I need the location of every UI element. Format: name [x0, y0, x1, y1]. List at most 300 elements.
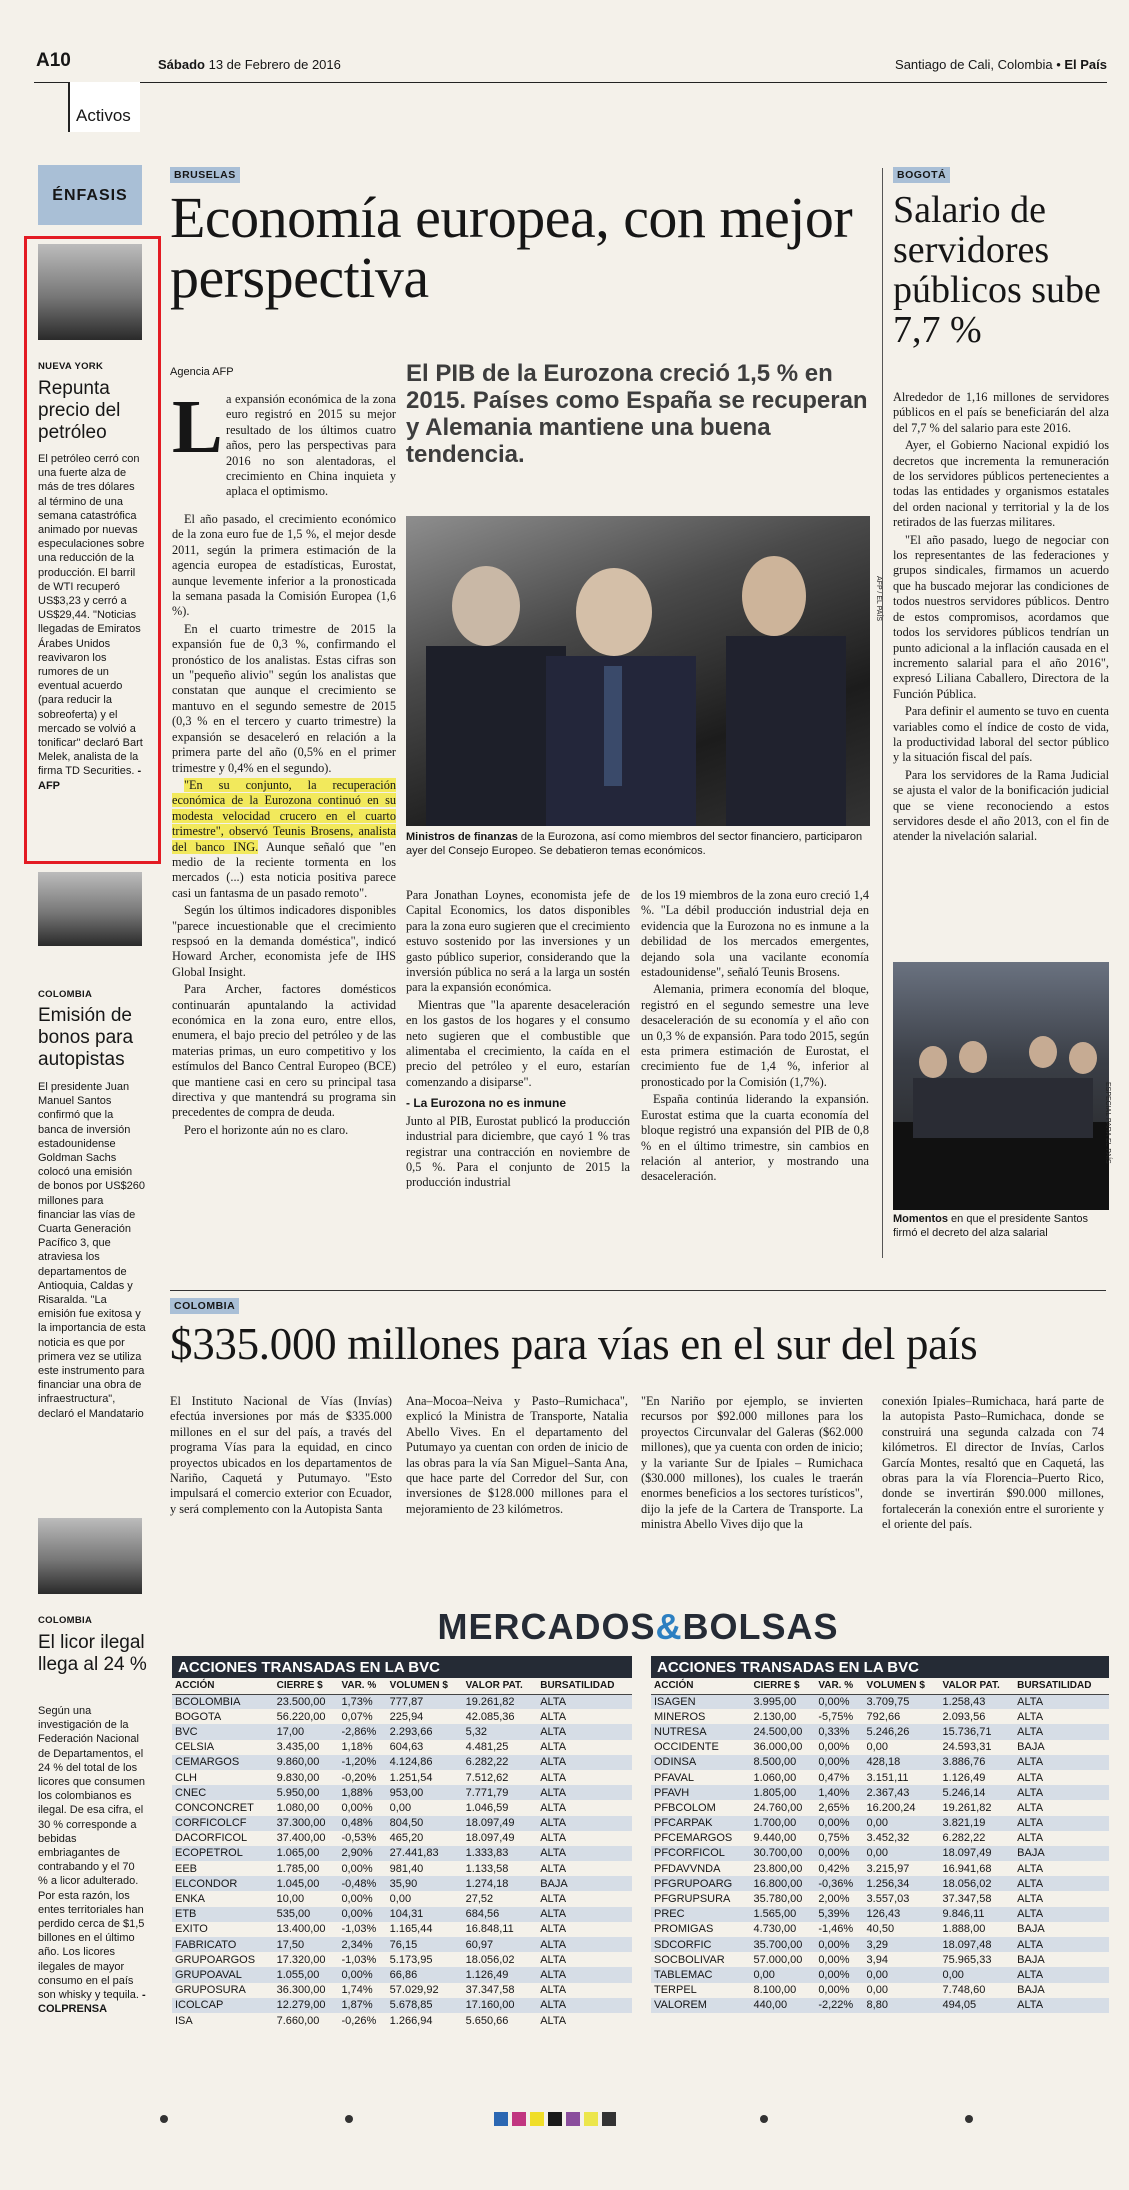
table-row [651, 1937, 1109, 1952]
markets-title-amp: & [655, 1606, 683, 1647]
table-cell: CONCONCRET [175, 1801, 254, 1814]
table-cell: PROMIGAS [654, 1923, 714, 1936]
table-cell: 7.748,60 [942, 1984, 986, 1997]
table-cell: 0,48% [338, 1816, 386, 1831]
table-cell: 0,00% [338, 1907, 386, 1922]
table-cell: ALTA [540, 2014, 567, 2027]
table-cell: 4.481,25 [465, 1741, 509, 1754]
table-cell: PFCARPAK [651, 1816, 750, 1831]
article2-headline: $335.000 millones para vías en el sur del país [170, 1319, 978, 1369]
table-cell: 1.133,58 [465, 1862, 509, 1875]
table-cell: 66,86 [387, 1967, 463, 1982]
table-row [172, 1785, 632, 1800]
table-cell: 8.500,00 [750, 1755, 815, 1770]
enfasis-label: ÉNFASIS [52, 187, 128, 204]
place-text: Santiago de Cali, Colombia [895, 57, 1053, 72]
table-cell: 0,00 [389, 1801, 412, 1814]
table-cell: 9.846,11 [940, 1907, 1015, 1922]
column-header: VOLUMEN $ [864, 1678, 940, 1694]
table-cell: 1.060,00 [753, 1771, 797, 1784]
table-cell: -1,03% [341, 1953, 377, 1966]
table-cell: 1,87% [338, 1998, 386, 2013]
table-cell: 1.046,59 [465, 1801, 509, 1814]
right-body [893, 390, 1109, 847]
swatch-cyan [494, 2112, 508, 2126]
date-rest: 13 de Febrero de 2016 [208, 57, 341, 72]
table-row [172, 1770, 632, 1785]
table-row [172, 1907, 632, 1922]
table-cell: 3.821,19 [940, 1816, 1015, 1831]
table-cell: 0,00% [818, 1741, 850, 1754]
table-row [172, 1952, 632, 1967]
table-cell: 792,66 [866, 1710, 901, 1723]
table-cell: 1.165,44 [389, 1923, 433, 1936]
table-cell: 3,29 [864, 1937, 940, 1952]
table-cell: 1.126,49 [942, 1771, 986, 1784]
enfasis-box [38, 165, 142, 225]
column-header: BURSATILIDAD [537, 1678, 632, 1694]
table-cell: 12.279,00 [274, 1998, 339, 2013]
table-cell: 7.660,00 [276, 2014, 320, 2027]
article2-col3: "En Nariño por ejemplo, se invierten recursos por $92.000 millones para los proyectos Circunvalar del Galeras ($62.000 millones), que ya cuenta con orden de inicio; y la variante Sur de Ipiales – Rumichaca ($30.000 millones), los cuales le traerán enormes beneficios a los sectores turísticos", dijo la jefe de la Cartera de Transporte. La ministra Abello Vives dijo que la [641, 1394, 863, 1532]
table-cell: 0,00 [864, 1846, 940, 1861]
table-cell: ALTA [540, 1771, 567, 1784]
table-cell: 0,00% [341, 1893, 373, 1906]
table-header-row [651, 1678, 1109, 1694]
body-paragraph: Ayer, el Gobierno Nacional expidió los decretos que incrementa la remuneración de los servidores públicos pertenecientes a todas las entidades y organismos estatales del orden nacional y territorial y la de los retirados de las fuerzas militares. [893, 438, 1109, 530]
column-header: VAR. % [815, 1678, 863, 1694]
intro-paragraph: a expansión económica de la zona euro registró en 2015 su mejor resultado de los últimos cuatro años, pero las perspectivas para 2016 no son alentadoras, el crecimiento en China inquieta y aplaca el optimismo. [226, 392, 396, 499]
table-cell: 16.800,00 [750, 1876, 815, 1891]
table-cell: ALTA [540, 1953, 567, 1966]
table-cell: 27,52 [465, 1893, 494, 1906]
table-cell: 19.261,82 [463, 1694, 538, 1709]
table-cell: 225,94 [389, 1710, 424, 1723]
table-cell: ALTA [1014, 1876, 1109, 1891]
table-row [651, 1922, 1109, 1937]
brief-credit: -AFP [38, 765, 142, 792]
table-cell: 0,00 [750, 1967, 815, 1982]
table-cell: 2,34% [338, 1937, 386, 1952]
table-cell: PFGRUPSURA [654, 1893, 731, 1906]
table-cell: PFAVH [651, 1785, 750, 1800]
table-row [651, 1785, 1109, 1800]
table-row [651, 1846, 1109, 1861]
table-cell: CORFICOLCF [172, 1816, 274, 1831]
table-row [172, 1922, 632, 1937]
table-cell: ODINSA [651, 1755, 750, 1770]
photo-figures [406, 516, 870, 826]
table-cell: 10,00 [276, 1893, 305, 1906]
table-cell: BAJA [1014, 1846, 1109, 1861]
caption-bold: Ministros de finanzas [406, 831, 518, 843]
table-cell: 1.266,94 [389, 2014, 433, 2027]
table-row [651, 1816, 1109, 1831]
table-cell: BCOLOMBIA [172, 1694, 274, 1709]
table-cell: 23.500,00 [274, 1694, 339, 1709]
table-row [651, 1740, 1109, 1755]
table-cell: SOCBOLIVAR [654, 1953, 725, 1966]
table-cell: 684,56 [463, 1907, 538, 1922]
table-cell: 9.440,00 [753, 1832, 797, 1845]
table-cell: 3.886,76 [940, 1755, 1015, 1770]
table-row [172, 1816, 632, 1831]
table-row [172, 1998, 632, 2013]
table-cell: 804,50 [387, 1816, 463, 1831]
table-cell: 0,00% [815, 1694, 863, 1709]
table-cell: BOGOTA [175, 1710, 222, 1723]
table-cell: BVC [172, 1724, 274, 1739]
salary-decree-photo [893, 962, 1109, 1210]
table-cell: ALTA [1017, 1862, 1044, 1875]
article2-kicker: COLOMBIA [170, 1298, 239, 1314]
table-cell: 0,00% [815, 1846, 863, 1861]
table-cell: 1,18% [341, 1741, 373, 1754]
table-cell: 0,00% [815, 1967, 863, 1982]
column-header: ACCIÓN [172, 1678, 274, 1694]
table-row [651, 1755, 1109, 1770]
table-cell: 0,00 [864, 1967, 940, 1982]
table-cell: 1,73% [338, 1694, 386, 1709]
table-cell: 494,05 [940, 1998, 1015, 2013]
table-cell: 3.215,97 [866, 1862, 910, 1875]
stock-table-left-wrap [172, 1656, 632, 2028]
table-cell: ICOLCAP [172, 1998, 274, 2013]
table-cell: 7.512,62 [465, 1771, 509, 1784]
table-cell: -0,36% [815, 1876, 863, 1891]
table-cell: 5.246,26 [864, 1724, 940, 1739]
table-row [651, 1709, 1109, 1724]
table-cell: 56.220,00 [276, 1710, 326, 1723]
table-cell: 0,42% [818, 1862, 850, 1875]
table-cell: BAJA [1017, 1953, 1045, 1966]
table-cell: 1.256,34 [864, 1876, 940, 1891]
table-cell: 18.056,02 [465, 1953, 515, 1966]
column-header: VALOR PAT. [463, 1678, 538, 1694]
table-cell: -0,26% [341, 2014, 377, 2027]
table-row [651, 1770, 1109, 1785]
date-day: Sábado [158, 57, 205, 72]
main-col1-intro [226, 392, 396, 502]
table-row [651, 1952, 1109, 1967]
main-kicker: BRUSELAS [170, 167, 240, 183]
body-paragraph: En el cuarto trimestre de 2015 la expansión fue de 0,3 %, confirmando el pronóstico de los analistas. Estas cifras son un "pequeño alivio" según los analistas que constatan que aunque el crecimiento se mantuvo en el segundo semestre de 2015 (0,3 % en el tercero y cuarto trimestre) la expansión se desaceleró en relación a la primera parte del año (0,5% en el primer trimestre y 0,4% en el segundo). [172, 621, 396, 775]
table-cell: 17.320,00 [276, 1953, 326, 1966]
table-cell: MINEROS [654, 1710, 706, 1723]
table-cell: 35.700,00 [750, 1937, 815, 1952]
body-paragraph: El año pasado, el crecimiento económico de la zona euro fue de 1,5 %, el mejor desde 2011, según la primera estimación de la agencia europea de estadísticas, Eurostat, aunque levemente inferior a la pronosticada la semana pasada la Comisión Europea (1,6 %). [172, 512, 396, 619]
table-header-row [172, 1678, 632, 1694]
column-header: CIERRE $ [274, 1678, 339, 1694]
table-row [651, 1694, 1109, 1709]
registration-mark [345, 2115, 353, 2123]
registration-mark [160, 2115, 168, 2123]
header-date [158, 57, 341, 72]
table-cell: 35,90 [387, 1876, 463, 1891]
liquor-bottles-photo [38, 1518, 142, 1594]
table-cell: 7.771,79 [463, 1785, 538, 1800]
stock-table [172, 1678, 632, 2028]
section-tag [68, 82, 140, 132]
table-cell: 6.282,22 [942, 1832, 986, 1845]
table-cell: 3.995,00 [750, 1694, 815, 1709]
table-cell: 3,94 [866, 1953, 888, 1966]
header-place: Santiago de Cali, Colombia • El País [895, 57, 1107, 72]
table-cell: ALTA [1014, 1967, 1109, 1982]
table-cell: 5.950,00 [274, 1785, 339, 1800]
table-cell: 24.500,00 [750, 1724, 815, 1739]
article2-col1: El Instituto Nacional de Vías (Invías) efectúa inversiones por más de $335.000 millones en el sur del país, a través del programa Vías para la equidad, en cinco proyectos ubicados en los departamentos de Nariño, Caquetá y Putumayo. "Esto impulsará el comercio exterior con Ecuador, y será complemento con la Autopista Santa [170, 1394, 392, 1516]
column-header: VOLUMEN $ [387, 1678, 463, 1694]
table-cell: 16.200,24 [866, 1801, 916, 1814]
table-cell: 5.246,14 [940, 1785, 1015, 1800]
swatch-yellow-2 [584, 2112, 598, 2126]
brief-body: El presidente Juan Manuel Santos confirmó que la banca de inversión estadounidense Goldman Sachs colocó una emisión de bonos por US$260 millones para financiar las vías de Cuarta Generación Pacífico 3, que atraviesa los departamentos de Antioquia, Caldas y Risaralda. "La emisión fue exitosa y la importancia de esta noticia es que por primera vez se utiliza este instrumento para financiar una obra de infraestructura", declaró el Mandatario [38, 1081, 146, 1420]
right-kicker: BOGOTÁ [893, 167, 950, 183]
table-cell: TABLEMAC [651, 1967, 750, 1982]
table-cell: NUTRESA [651, 1724, 750, 1739]
table-cell: ALTA [540, 1801, 567, 1814]
table-cell: ECOPETROL [172, 1846, 274, 1861]
brief-body-text: Según una investigación de la Federación Nacional de Departamentos, el 24 % del total de los licores que consumen los colombianos es ilegal. De esa cifra, el 30 % corresponde a bebidas embriagantes de contrabando y el 70 % a licor adulterado. Por esta razón, los entes territoriales han perdido cerca de $1,5 billones en el último año. Los licores ilegales de mayor consumo en el país son whisky y tequila. [38, 1705, 146, 2002]
table-cell: 9.830,00 [276, 1771, 320, 1784]
table-cell: ALTA [1017, 1771, 1044, 1784]
table-row [651, 1967, 1109, 1982]
table-cell: 24.593,31 [942, 1741, 992, 1754]
photo-figures [893, 962, 1109, 1210]
table-cell: GRUPOARGOS [175, 1953, 256, 1966]
body-paragraph: Junto al PIB, Eurostat publicó la producción industrial para diciembre, que cayó 1 % tras registrar una contracción en noviembre de 0,5 %. Para el conjunto de 2015 la producción industrial [406, 1113, 630, 1190]
table-cell: 1.888,00 [942, 1923, 986, 1936]
table-cell: 57.029,92 [389, 1984, 439, 1997]
table-cell: 1.258,43 [940, 1694, 1015, 1709]
table-cell: PFBCOLOM [654, 1801, 716, 1814]
right-headline: Salario de servidores públicos sube 7,7 % [893, 189, 1101, 351]
table-cell: PFCEMARGOS [654, 1832, 733, 1845]
table-cell: 2.367,43 [864, 1785, 940, 1800]
table-cell: 37.347,58 [942, 1893, 992, 1906]
table-cell: -1,46% [818, 1923, 854, 1936]
table-cell: 60,97 [463, 1937, 538, 1952]
body-paragraph: Mientras que "la aparente desaceleración en los gastos de los hogares y el consumo neto sugieren que el combustible que alimentaba el crecimiento, la caída en el precio del petróleo y el euro, estarían comenzando a disiparse". [406, 997, 630, 1089]
table-cell: 13.400,00 [276, 1923, 326, 1936]
table-cell: 18.097,48 [940, 1937, 1015, 1952]
table-cell: ALTA [537, 1967, 632, 1982]
table-cell: 0,33% [815, 1724, 863, 1739]
table-cell: 0,47% [818, 1771, 850, 1784]
brief-credit: -COLPRENSA [38, 1989, 146, 2016]
table-cell: ALTA [537, 1907, 632, 1922]
body-paragraph: Alemania, primera economía del bloque, registró en el segundo semestre una leve desaceleración de su economía y el año con un 0,3 % de expansión. Para todo 2015, según esta primera estimación de Eurostat, el crecimiento fue de 1,4 %, inferior al pronosticado por la Comisión (1,7%). [641, 982, 869, 1089]
table-row [172, 1876, 632, 1891]
swatch-gray [602, 2112, 616, 2126]
table-cell: ELCONDOR [172, 1876, 274, 1891]
table-cell: 57.000,00 [753, 1953, 803, 1966]
table-row [172, 1755, 632, 1770]
table-cell: 440,00 [750, 1998, 815, 2013]
table-cell: 18.056,02 [940, 1876, 1015, 1891]
table-cell: 27.441,83 [387, 1846, 463, 1861]
stock-table [651, 1678, 1109, 2013]
table-cell: ALTA [540, 1741, 567, 1754]
body-paragraph: Para Jonathan Loynes, economista jefe de Capital Economics, los datos disponibles para la zona euro sugieren que el crecimiento estuvo sostenido por las inversiones y un gasto público superior, considerando que la inversión pública no será a la larga un sostén para la expansión económica. [406, 888, 630, 995]
table-cell: 2.293,66 [387, 1724, 463, 1739]
color-bar [494, 2112, 616, 2126]
column-rule [882, 168, 883, 1258]
table-cell: 1.080,00 [276, 1801, 320, 1814]
table-cell: ALTA [1014, 1724, 1109, 1739]
table-cell: 1.251,54 [389, 1771, 433, 1784]
table-cell: 1.274,18 [463, 1876, 538, 1891]
table-row [651, 1983, 1109, 1998]
column-header: VALOR PAT. [940, 1678, 1015, 1694]
highlighted-quote: "En su conjunto, la recuperación económica de la Eurozona continuó en su modesta velocidad crucero en el cuarto trimestre", observó Teunis Brosens, analista del banco ING. [172, 777, 396, 854]
table-cell: 1,40% [815, 1785, 863, 1800]
table-cell: 1.126,49 [463, 1967, 538, 1982]
body-paragraph: Según los últimos indicadores disponibles "parece incuestionable que el crecimiento respsoó en la demanda doméstica", indicó Howard Archer, economista jefe de IHS Global Insight. [172, 903, 396, 979]
body-paragraph: Para los servidores de la Rama Judicial se ajusta el valor de la bonificación judicial que se viene reconociendo a estos servidores desde el año 2013, con el fin de atender la nivelación salarial. [893, 767, 1109, 844]
table-cell: 19.261,82 [942, 1801, 992, 1814]
table-cell: ALTA [540, 1832, 567, 1845]
table-cell: 5.173,95 [389, 1953, 433, 1966]
table-cell: ALTA [1017, 1832, 1044, 1845]
table-cell: ALTA [1017, 1893, 1044, 1906]
table-cell: 2,00% [818, 1893, 850, 1906]
table-cell: 6.282,22 [463, 1755, 538, 1770]
body-paragraph: Alrededor de 1,16 millones de servidores públicos en el país se beneficiarán del alza del 7,7 % del salario para este 2016. [893, 390, 1109, 435]
table-cell: CEMARGOS [172, 1755, 274, 1770]
table-cell: 30.700,00 [750, 1846, 815, 1861]
table-cell: 4.124,86 [387, 1755, 463, 1770]
table-cell: ALTA [1017, 1710, 1044, 1723]
table-cell: ALTA [1014, 1694, 1109, 1709]
table-row [172, 1709, 632, 1724]
table-cell: -2,86% [338, 1724, 386, 1739]
table-cell: GRUPOSURA [175, 1984, 246, 1997]
table-cell: PFAVAL [654, 1771, 694, 1784]
table-cell: ISAGEN [651, 1694, 750, 1709]
body-paragraph: Pero el horizonte aún no es claro. [184, 1122, 349, 1137]
table-cell: PFDAVVNDA [654, 1862, 721, 1875]
table-cell: ALTA [537, 1785, 632, 1800]
table-cell: 17,50 [274, 1937, 339, 1952]
stock-table-right-wrap [651, 1656, 1109, 2013]
table-cell: 2,90% [338, 1846, 386, 1861]
column-header: VAR. % [338, 1678, 386, 1694]
table-cell: 42.085,36 [465, 1710, 515, 1723]
table-cell: GRUPOAVAL [172, 1967, 274, 1982]
brief-title: Emisión de bonos para autopistas [38, 1005, 134, 1070]
markets-title-left: MERCADOS [437, 1606, 656, 1647]
table-row [651, 1831, 1109, 1846]
table-cell: ALTA [537, 1816, 632, 1831]
table-cell: 604,63 [389, 1741, 424, 1754]
swatch-violet [566, 2112, 580, 2126]
table-cell: 37.347,58 [465, 1984, 515, 1997]
column-header: BURSATILIDAD [1014, 1678, 1109, 1694]
table-cell: 3.435,00 [276, 1741, 320, 1754]
table-row [172, 1831, 632, 1846]
table-cell: ALTA [1014, 1937, 1109, 1952]
table-cell: ALTA [540, 1893, 567, 1906]
table-row [172, 1983, 632, 1998]
body-paragraph: España continúa liderando la expansión. Eurostat estima que la cuarta economía del bloque registró una expansión del PIB de 0,8 % en el último trimestre, sin cambios en relación al anterior, y mostrando una desaceleración. [641, 1092, 869, 1184]
table-cell: ALTA [537, 1846, 632, 1861]
table-cell: BAJA [537, 1876, 632, 1891]
table-cell: 1.785,00 [276, 1862, 320, 1875]
table-cell: 1.333,83 [463, 1846, 538, 1861]
body-paragraph: Para Archer, factores domésticos continuarán apuntalando la actividad económica en la zona euro, entre ellos, enumera, el bajo precio del petróleo y de las materias primas, un euro competitivo y los estímulos del Banco Central Europeo (BCE) que mantiene casi en cero su principal tasa directiva y que mantendrá su programa sin precedentes de compra de deuda. [172, 982, 396, 1120]
table-cell: BAJA [1017, 1923, 1045, 1936]
table-cell: 2,65% [818, 1801, 850, 1814]
registration-mark [760, 2115, 768, 2123]
table-cell: 0,00 [864, 1816, 940, 1831]
brief-body [38, 452, 146, 793]
caption-bold: Momentos [893, 1213, 948, 1225]
table-row [172, 1937, 632, 1952]
table-cell: -5,75% [818, 1710, 854, 1723]
brief-body-text: El petróleo cerró con una fuerte alza de más de tres dólares al término de una semana catastrófica animado por nuevas especulaciones sobre una reducción de la producción. El barril de WTI recuperó US$3,23 y cerró a US$29,44. "Noticias llegadas de Emiratos Árabes Unidos reavivaron los rumores de un eventual acuerdo (para reducir la sobreoferta) y el mercado se volvió a tonificar" declaró Bart Melek, analista de la firma TD Securities. [38, 453, 145, 778]
markets-title-right: BOLSAS [682, 1606, 839, 1647]
table-row [172, 1891, 632, 1906]
table-cell: 23.800,00 [753, 1862, 803, 1875]
table-cell: 1,88% [338, 1785, 386, 1800]
registration-mark [965, 2115, 973, 2123]
table-cell: 15.736,71 [940, 1724, 1015, 1739]
table-cell: 428,18 [864, 1755, 940, 1770]
table-title: ACCIONES TRANSADAS EN LA BVC [172, 1656, 632, 1678]
table-cell: 1.045,00 [274, 1876, 339, 1891]
table-cell: ALTA [537, 1724, 632, 1739]
main-col1 [172, 512, 396, 1140]
table-cell: FABRICATO [172, 1937, 274, 1952]
table-row [172, 1740, 632, 1755]
table-cell: 17,00 [274, 1724, 339, 1739]
table-cell: 535,00 [274, 1907, 339, 1922]
table-cell: OCCIDENTE [654, 1741, 719, 1754]
drop-cap: L [172, 385, 223, 469]
column-header: ACCIÓN [651, 1678, 750, 1694]
table-cell: 8.100,00 [753, 1984, 797, 1997]
brief-kicker: COLOMBIA [38, 989, 93, 1000]
table-cell: BAJA [1017, 1741, 1045, 1754]
table-cell: PFCORFICOL [651, 1846, 750, 1861]
table-cell: 1,74% [341, 1984, 373, 1997]
table-cell: 9.860,00 [274, 1755, 339, 1770]
article2-col2: Ana–Mocoa–Neiva y Pasto–Rumichaca", explicó la Ministra de Transporte, Natalia Abello Vives. En el departamento del Putumayo ya cuentan con orden de inicio de las obras para la vía San Miguel–Santa Ana, que hace parte del Corredor del Sur, con inversiones de $128.000 millones para el mejoramiento de 23 kilómetros. [406, 1394, 628, 1516]
table-cell: ALTA [1014, 1998, 1109, 2013]
caption-text: de la Eurozona, así como miembros del sector financiero, participaron ayer del Consejo Europeo. Se debatieron temas económicos. [406, 831, 863, 857]
table-cell: CLH [175, 1771, 198, 1784]
table-cell: -1,03% [341, 1923, 377, 1936]
swatch-black [548, 2112, 562, 2126]
oil-well-photo [38, 244, 142, 340]
photo-credit: ESPECIAL PARA EL PAÍS [1104, 1082, 1111, 1164]
table-cell: ALTA [1014, 1816, 1109, 1831]
table-cell: 981,40 [389, 1862, 424, 1875]
table-cell: ALTA [537, 1694, 632, 1709]
table-cell: CNEC [172, 1785, 274, 1800]
subhead: - La Eurozona no es inmune [406, 1096, 567, 1111]
table-cell: 36.000,00 [753, 1741, 803, 1754]
table-cell: CELSIA [175, 1741, 215, 1754]
table-cell: EEB [175, 1862, 198, 1875]
main-col3 [641, 888, 869, 1187]
table-cell: 126,43 [864, 1907, 940, 1922]
table-cell: 5.650,66 [465, 2014, 509, 2027]
table-cell: 1.700,00 [750, 1816, 815, 1831]
body-paragraph: Para definir el aumento se tuvo en cuenta variables como el índice de costo de vida, la productividad laboral del sector público y la situación fiscal del país. [893, 704, 1109, 765]
